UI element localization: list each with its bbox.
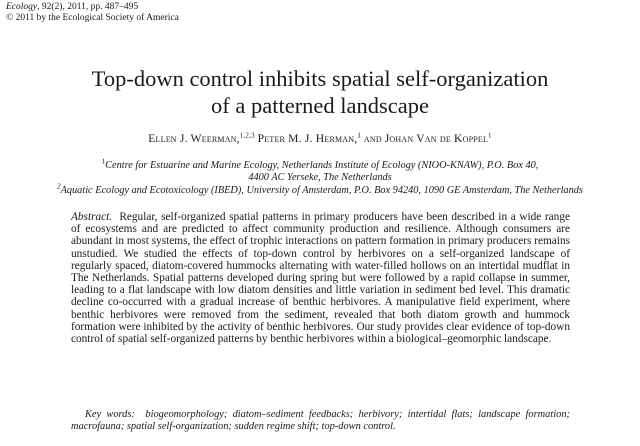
affiliation-1-line-2: 4400 AC Yerseke, The Netherlands xyxy=(248,172,392,184)
citation-line xyxy=(6,2,179,13)
abstract xyxy=(71,211,570,345)
affiliation-1-line-1: Centre for Estuarine and Marine Ecology, Netherlands Institute of Ecology (NIOO-KNAW), P.O. Box 40, xyxy=(105,160,539,171)
affiliation-2 xyxy=(0,182,640,197)
author-conjunction: and xyxy=(363,132,382,145)
abstract-text: Regular, self-organized spatial patterns in primary producers have been described in a wide range of ecosystems and are predicted to affect community production and resilience. Although consumers are abundant in most systems, the effect of trophic interactions on pattern formation in primary producers remains unstudied. We studied the effects of top-down control by herbivores on a self-organized landscape of regularly spaced, diatom-covered hummocks alternating with water-filled hollows on an intertidal mudflat in The Netherlands. Spatial patterns developed during spring but were followed by a rapid collapse in summer, leading to a flat landscape with low diatom densities and little variation in sediment bed level. This dramatic decline co-occurred with a gradual increase of benthic herbivores. A manipulative field experiment, where benthic herbivores were removed from the sediment, revealed that both diatom growth and hummock formation were inhibited by the activity of benthic herbivores. Our study provides clear evidence of top-down control of spatial self-organized patterns by benthic herbivores within a biological–geomorphic landscape. xyxy=(71,211,570,346)
abstract-label: Abstract. xyxy=(71,211,113,223)
author-3: Johan Van de Koppel xyxy=(384,132,489,145)
author-3-affiliation: 1 xyxy=(488,131,492,140)
author-2: Peter M. J. Herman, xyxy=(257,132,358,145)
affiliation-1-number: 1 xyxy=(101,157,106,166)
author-1-affiliation: 1,2,3 xyxy=(239,131,255,140)
keywords xyxy=(71,409,570,433)
affiliations xyxy=(0,157,640,197)
keywords-label: Key words: xyxy=(85,409,135,420)
affiliation-2-line-1: Aquatic Ecology and Ecotoxicology (IBED), University of Amsterdam, P.O. Box 94240, 1090 GE Amsterdam, The Netherlands xyxy=(60,184,583,196)
author-list xyxy=(0,132,640,145)
journal-name: Ecology xyxy=(6,2,38,12)
keywords-text: biogeomorphology; diatom–sediment feedbacks; herbivory; intertidal flats; landscape formation; macrofauna; spatial self-organization; sudden regime shift; top-down control. xyxy=(71,409,570,433)
affiliation-2-number: 2 xyxy=(57,182,61,191)
author-2-affiliation: 1 xyxy=(357,131,362,140)
author-1: Ellen J. Weerman, xyxy=(148,132,240,145)
copyright-line: © 2011 by the Ecological Society of America xyxy=(6,13,179,23)
citation-details: , 92(2), 2011, pp. 487–495 xyxy=(37,2,139,12)
title-line-2: of a patterned landscape xyxy=(210,93,429,118)
title-line-1: Top-down control inhibits spatial self-organization xyxy=(91,66,549,91)
journal-header xyxy=(6,2,179,24)
affiliation-1 xyxy=(0,157,640,172)
paper-title xyxy=(0,65,640,119)
